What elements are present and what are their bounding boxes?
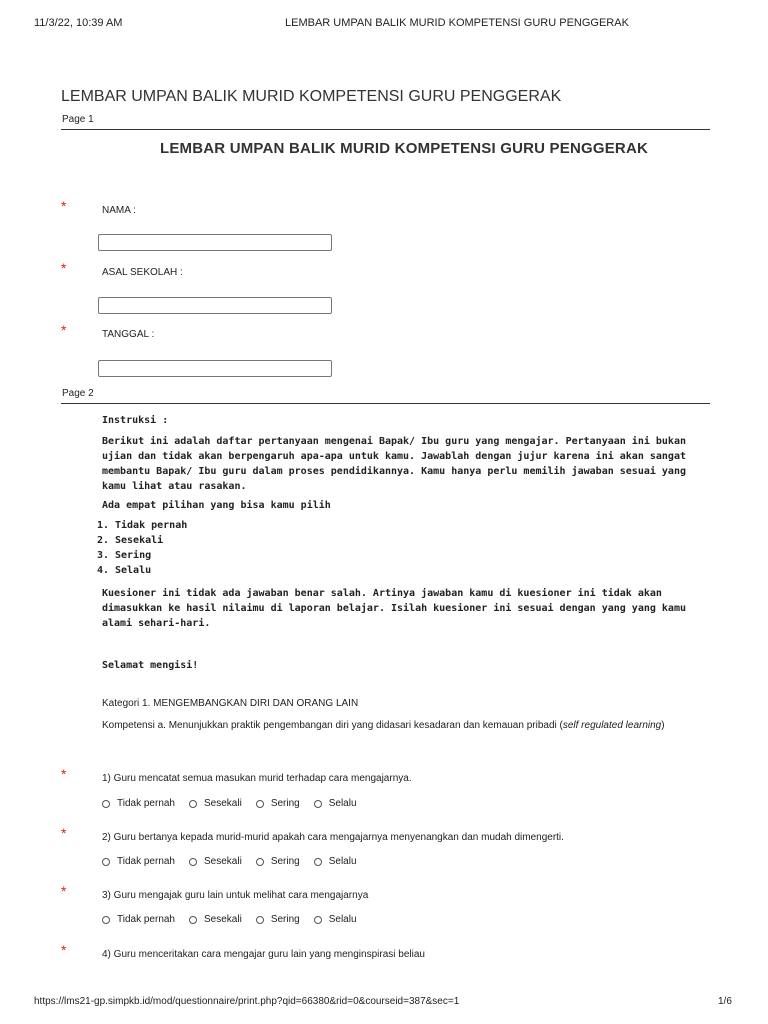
page-1-divider [61,129,710,130]
radio-icon[interactable] [189,858,197,866]
date-input[interactable] [98,360,332,377]
option-tidak-pernah[interactable]: Tidak pernah [102,798,175,809]
radio-icon[interactable] [314,916,322,924]
page-2-divider [61,403,710,404]
instructions-paragraph: Berikut ini adalah daftar pertanyaan mengenai Bapak/ Ibu guru yang mengajar. Pertanyaan ini bukan ujian dan tidak akan berpengaruh apa-apa untuk kamu. Jawablah dengan jujur karena ini akan sangat membantu Bapak/ Ibu guru dalam proses pendidikannya. Kamu hanya perlu memilih jawaban sesuai yang kamu lihat atau rasakan. [102,436,686,492]
option-sering[interactable]: Sering [256,914,300,925]
radio-icon[interactable] [102,800,110,808]
option-tidak-pernah[interactable]: Tidak pernah [102,856,175,867]
print-doc-title: LEMBAR UMPAN BALIK MURID KOMPETENSI GURU PENGGERAK [285,17,629,29]
question-1: 1) Guru mencatat semua masukan murid terhadap cara mengajarnya. [102,773,412,784]
page-1-heading: LEMBAR UMPAN BALIK MURID KOMPETENSI GURU PENGGERAK [159,140,649,157]
radio-icon[interactable] [314,858,322,866]
radio-icon[interactable] [256,858,264,866]
required-mark: * [61,198,67,214]
competency-description: Kompetensi a. Menunjukkan praktik pengembangan diri yang didasari kesadaran dan kemauan pribadi (self regulated learning) [102,720,665,731]
survey-title: LEMBAR UMPAN BALIK MURID KOMPETENSI GURU PENGGERAK [61,88,562,105]
footer-url: https://lms21-gp.simpkb.id/mod/questionnaire/print.php?qid=66380&rid=0&courseid=387&sec=1 [34,996,460,1007]
school-input[interactable] [98,297,332,314]
choice-list-item: 1. Tidak pernah [115,518,187,533]
option-tidak-pernah[interactable]: Tidak pernah [102,914,175,925]
required-mark: * [61,942,67,958]
option-selalu[interactable]: Selalu [314,798,357,809]
school-label: ASAL SEKOLAH : [102,267,183,278]
choices-list [99,518,187,578]
choice-list-item: 4. Selalu [115,563,187,578]
required-mark: * [61,766,67,782]
question-4: 4) Guru menceritakan cara mengajar guru lain yang menginspirasi beliau [102,949,425,960]
page-2-label: Page 2 [62,388,94,399]
radio-icon[interactable] [102,858,110,866]
footer-page-count: 1/6 [718,996,732,1007]
instructions-title: Instruksi : [102,415,169,426]
option-selalu[interactable]: Selalu [314,914,357,925]
radio-icon[interactable] [314,800,322,808]
option-selalu[interactable]: Selalu [314,856,357,867]
question-2-options [102,856,371,867]
radio-icon[interactable] [102,916,110,924]
name-input[interactable] [98,234,332,251]
option-sesekali[interactable]: Sesekali [189,856,242,867]
date-label: TANGGAL : [102,329,155,340]
radio-icon[interactable] [256,800,264,808]
choice-list-item: 2. Sesekali [115,533,187,548]
option-sering[interactable]: Sering [256,798,300,809]
question-2: 2) Guru bertanya kepada murid-murid apakah cara mengajarnya menyenangkan dan mudah dimengerti. [102,832,564,843]
required-mark: * [61,322,67,338]
required-mark: * [61,825,67,841]
question-3: 3) Guru mengajak guru lain untuk melihat cara mengajarnya [102,890,369,901]
option-sesekali[interactable]: Sesekali [189,798,242,809]
choice-list-item: 3. Sering [115,548,187,563]
option-sering[interactable]: Sering [256,856,300,867]
question-3-options [102,914,371,925]
radio-icon[interactable] [189,916,197,924]
radio-icon[interactable] [256,916,264,924]
required-mark: * [61,260,67,276]
required-mark: * [61,883,67,899]
radio-icon[interactable] [189,800,197,808]
note-paragraph: Kuesioner ini tidak ada jawaban benar salah. Artinya jawaban kamu di kuesioner ini tidak akan dimasukkan ke hasil nilaimu di laporan belajar. Isilah kuesioner ini sesuai dengan yang yang kamu alami sehari-hari. [102,588,686,629]
category-heading: Kategori 1. MENGEMBANGKAN DIRI DAN ORANG LAIN [102,698,359,709]
greeting: Selamat mengisi! [102,660,199,671]
print-datetime: 11/3/22, 10:39 AM [34,17,123,29]
choices-intro: Ada empat pilihan yang bisa kamu pilih [102,500,331,511]
question-1-options [102,798,371,809]
option-sesekali[interactable]: Sesekali [189,914,242,925]
page-1-label: Page 1 [62,114,94,125]
name-label: NAMA : [102,205,136,216]
